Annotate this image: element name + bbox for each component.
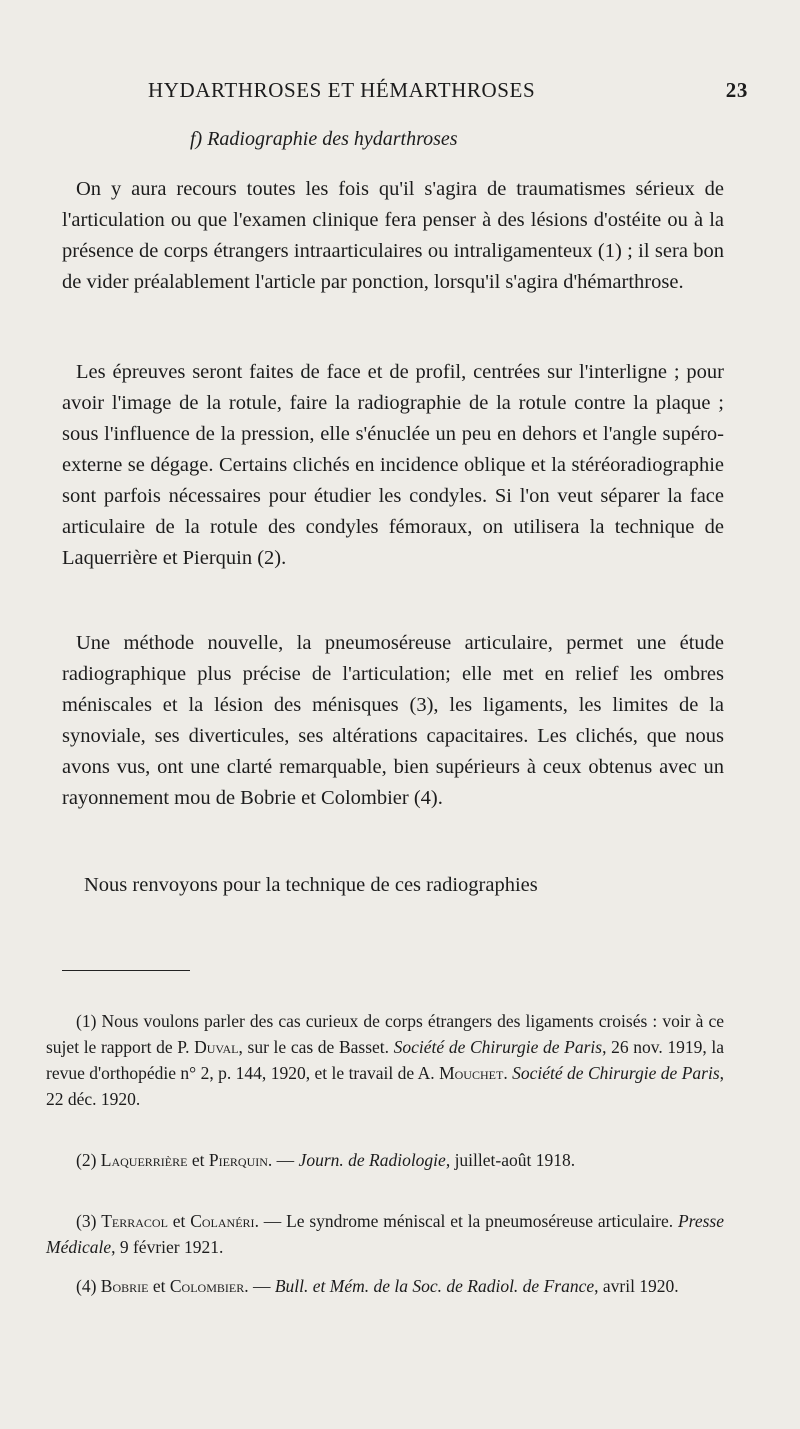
- footnote-text: . —: [267, 1150, 299, 1170]
- footnote-text: .: [503, 1063, 513, 1083]
- footnote-text: , juillet-août 1918.: [445, 1150, 576, 1170]
- author-name: Duval: [194, 1037, 239, 1057]
- author-name: Colombier: [169, 1276, 245, 1296]
- author-name: Mouchet: [439, 1063, 504, 1083]
- journal-title: Société de Chirurgie de Paris: [512, 1063, 720, 1083]
- paragraph-3: Une méthode nouvelle, la pneumoséreuse articulaire, permet une étude radiographique plus précise de l'articulation; elle met en relief les ombres méniscales et la lésion des ménisques (3), les ligaments, les limites de la synoviale, ses diverticules, ses altérations capacitaires. Les clichés, que nous avons vus, ont une clarté remarquable, bien supérieurs à ceux obtenus avec un rayonnement mou de Bobrie et Colombier (4).: [62, 632, 724, 809]
- paragraph-4: Nous renvoyons pour la technique de ces radiographies: [84, 874, 538, 896]
- footnote-text: et: [148, 1276, 170, 1296]
- footnote-3: [46, 1208, 724, 1260]
- journal-title: Bull. et Mém. de la Soc. de Radiol. de France: [274, 1276, 595, 1296]
- footnote-text: . — Le syndrome méniscal et la pneumoséreuse articulaire.: [254, 1211, 678, 1231]
- journal-title: Presse Médicale: [46, 1211, 724, 1257]
- footnote-text: , 26 nov. 1919, la revue d'orthopédie n° 2, p. 144, 1920, et le travail de A.: [46, 1037, 724, 1083]
- footnote-text: , 9 février 1921.: [111, 1237, 224, 1257]
- journal-title: Société de Chirurgie de Paris: [393, 1037, 603, 1057]
- author-name: Bobrie: [100, 1276, 149, 1296]
- footnote-text: (2): [76, 1150, 101, 1170]
- footnote-text: (4): [76, 1276, 101, 1296]
- author-name: Colanéri: [190, 1211, 255, 1231]
- footnote-4: [46, 1273, 724, 1299]
- footnote-text: (3): [76, 1211, 102, 1231]
- author-name: Terracol: [101, 1211, 168, 1231]
- footnote-2: [46, 1147, 724, 1173]
- footnote-text: et: [187, 1150, 209, 1170]
- author-name: Laquerrière: [100, 1150, 188, 1170]
- footnote-text: , avril 1920.: [594, 1276, 679, 1296]
- paragraph-2: Les épreuves seront faites de face et de profil, centrées sur l'interligne ; pour avoir l'image de la rotule, faire la radiographie de la rotule contre la plaque ; sous l'influence de la pression, elle s'énuclée un peu en dehors et l'angle supéro-externe se dégage. Certains clichés en incidence oblique et la stéréoradiographie sont parfois nécessaires pour étudier les condyles. Si l'on veut séparer la face articulaire de la rotule des condyles fémoraux, on utilisera la technique de Laquerrière et Pierquin (2).: [62, 361, 724, 569]
- running-title: HYDARTHROSES ET HÉMARTHROSES: [148, 78, 536, 102]
- paragraph-1: On y aura recours toutes les fois qu'il s'agira de traumatismes sérieux de l'articulation ou que l'examen clinique fera penser à des lésions d'ostéite ou à la présence de corps étrangers intraarticulaires ou intraligamenteux (1) ; il sera bon de vider préalablement l'article par ponction, lorsqu'il s'agira d'hémarthrose.: [62, 178, 724, 293]
- journal-title: Journ. de Radiologie: [298, 1150, 446, 1170]
- footnote-text: (1) Nous voulons parler des cas curieux de corps étrangers des ligaments croisés : voir à ce sujet le rapport de P.: [46, 1011, 724, 1057]
- footnote-text: . —: [244, 1276, 275, 1296]
- footnote-text: et: [167, 1211, 191, 1231]
- footnote-separator: [62, 970, 190, 971]
- running-header: [60, 78, 760, 110]
- page-number: 23: [725, 78, 748, 102]
- footnote-text: , sur le cas de Basset.: [238, 1037, 394, 1057]
- footnote-text: , 22 déc. 1920.: [46, 1063, 725, 1109]
- footnote-1: [46, 1008, 724, 1112]
- author-name: Pierquin: [208, 1150, 268, 1170]
- section-heading: f) Radiographie des hydarthroses: [190, 128, 458, 150]
